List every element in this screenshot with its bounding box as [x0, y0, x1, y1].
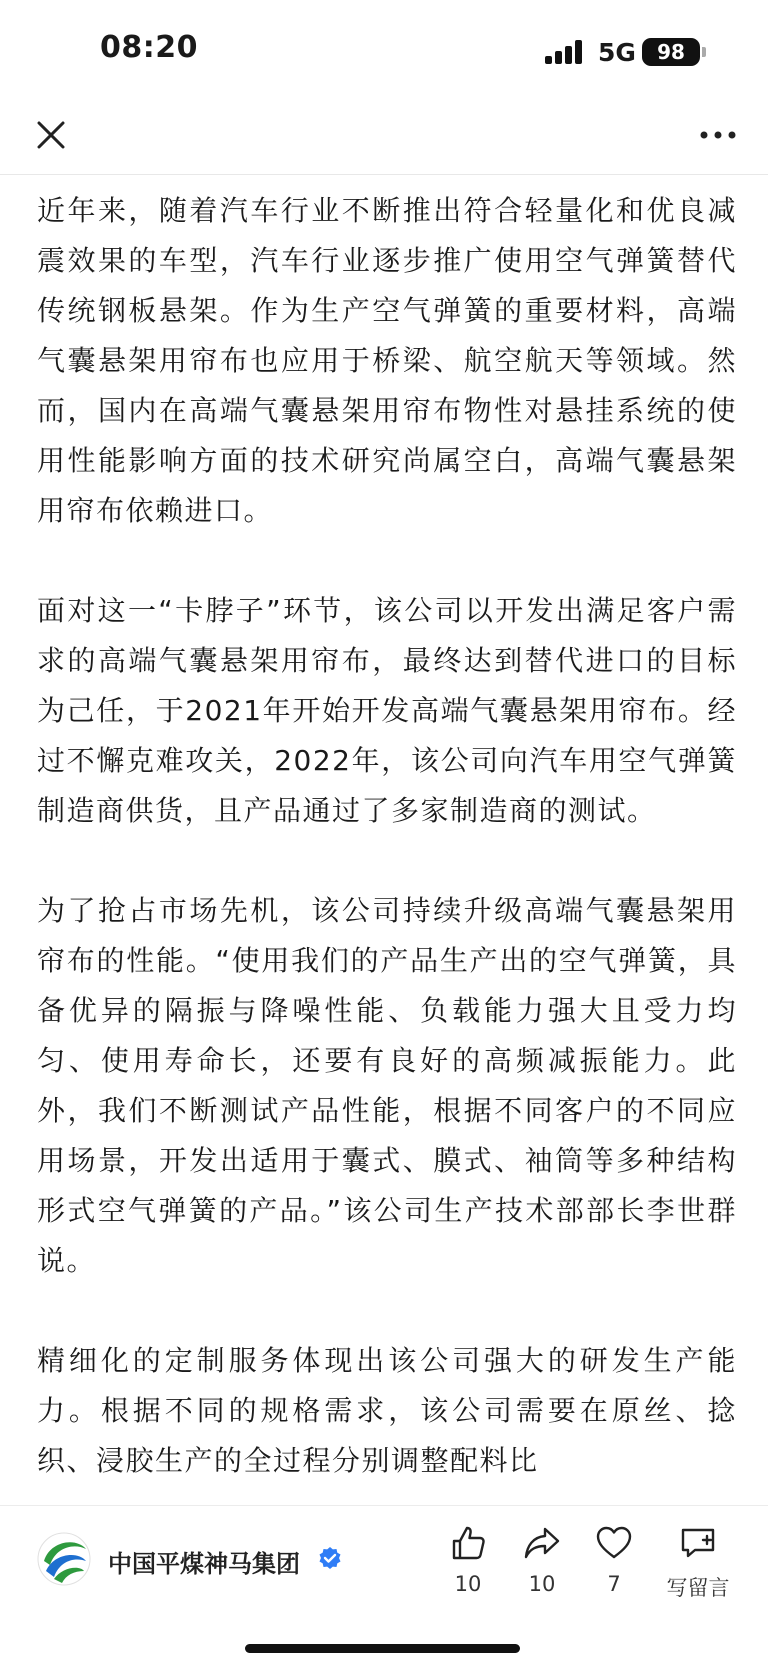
status-time: 08:20 — [100, 30, 198, 65]
article-paragraph: 精细化的定制服务体现出该公司强大的研发生产能力。根据不同的规格需求，该公司需要在原丝、捻织、浸胶生产的全过程分别调整配料比 — [37, 1344, 737, 1477]
close-icon[interactable] — [34, 118, 68, 152]
nav-bar — [0, 100, 768, 175]
battery-level: 98 — [657, 40, 685, 64]
article-paragraph: 近年来，随着汽车行业不断推出符合轻量化和优良减震效果的车型，汽车行业逐步推广使用空气弹簧替代传统钢板悬架。作为生产空气弹簧的重要材料，高端气囊悬架用帘布也应用于桥梁、航空航天等领域。然而，国内在高端气囊悬架用帘布物性对悬挂系统的使用性能影响方面的技术研究尚属空白，高端气囊悬架用帘布依赖进口。 — [37, 194, 737, 527]
signal-icon — [545, 40, 585, 64]
status-bar — [0, 0, 768, 100]
article-paragraph: 面对这一“卡脖子”环节，该公司以开发出满足客户需求的高端气囊悬架用帘布，最终达到替代进口的目标为己任，于2021年开始开发高端气囊悬架用帘布。经过不懈克难攻关，2022年，该公司向汽车用空气弹簧制造商供货，且产品通过了多家制造商的测试。 — [37, 594, 737, 827]
comment-button[interactable] — [650, 1524, 746, 1602]
account-logo-icon[interactable] — [36, 1531, 92, 1587]
thumbs-up-icon — [449, 1524, 487, 1562]
share-count: 10 — [528, 1572, 556, 1596]
battery-tip — [702, 47, 706, 57]
favorite-count: 7 — [607, 1572, 621, 1596]
share-icon — [523, 1524, 561, 1562]
share-button[interactable] — [502, 1524, 582, 1596]
heart-icon — [595, 1524, 633, 1562]
bottom-bar — [0, 1505, 768, 1666]
comment-label: 写留言 — [666, 1576, 730, 1600]
like-button[interactable] — [428, 1524, 508, 1596]
favorite-button[interactable] — [574, 1524, 654, 1596]
like-count: 10 — [454, 1572, 482, 1596]
more-icon[interactable] — [698, 128, 738, 142]
article-body — [37, 186, 737, 1506]
comment-icon — [679, 1524, 717, 1562]
home-indicator — [245, 1644, 520, 1653]
account-name[interactable]: 中国平煤神马集团 — [108, 1550, 300, 1578]
network-label: 5G — [598, 38, 636, 67]
battery-icon — [642, 38, 700, 66]
article-paragraph: 为了抢占市场先机，该公司持续升级高端气囊悬架用帘布的性能。“使用我们的产品生产出的空气弹簧，具备优异的隔振与降噪性能、负载能力强大且受力均匀、使用寿命长，还要有良好的高频减振能力。此外，我们不断测试产品性能，根据不同客户的不同应用场景，开发出适用于囊式、膜式、袖筒等多种结构形式空气弹簧的产品。”该公司生产技术部部长李世群说。 — [37, 894, 737, 1277]
verified-badge-icon — [318, 1546, 342, 1570]
